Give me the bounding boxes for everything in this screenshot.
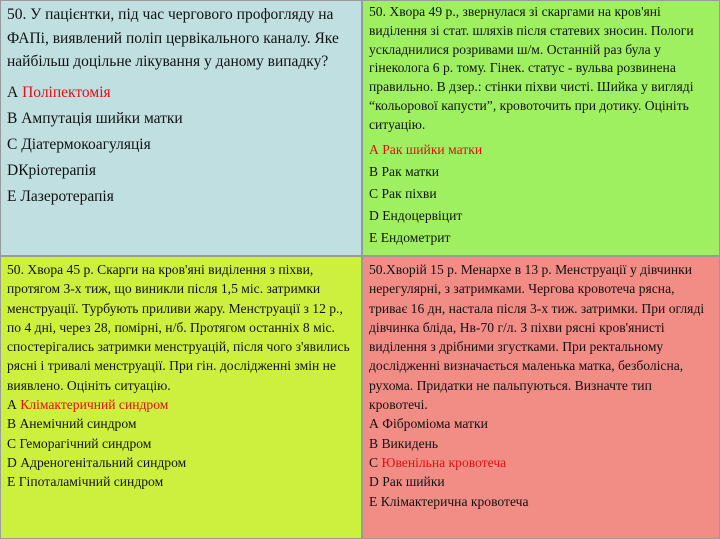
question-card-3: [0, 256, 362, 539]
answer-option-a: А Рак шийки матки: [369, 141, 483, 157]
answer-option-b: В Рак матки: [369, 163, 440, 179]
answer-option-e: Е Гіпоталамічний синдром: [7, 474, 164, 490]
answer-option-e: Е Лазеротерапія: [7, 187, 114, 205]
answer-option-b: В Анемічний синдром: [7, 416, 137, 432]
answer-option-a: А Поліпектомія: [7, 83, 111, 101]
answer-option-d: D Адреногенітальний синдром: [7, 454, 187, 470]
question-text: 50. Хвора 49 р., звернулася зі скаргами на кров'яні виділення зі стат. шляхів після статевих зносин. Пологи ускладнилися розривами ш/м. Останній раз була у гінеколога 6 р. тому. Гінек. статус - вульва розвинена правильно. В дзер.: стінки піхви чисті. Шийка у вигляді “кольорової капусти”, кровоточить при дотику. Оцініть ситуацію.: [369, 4, 694, 132]
answer-option-e: Е Клімактерична кровотеча: [369, 493, 529, 509]
answer-option-e: Е Ендометрит: [369, 229, 451, 245]
answer-option-d: D Ендоцервіцит: [369, 207, 463, 223]
answer-option-c: С Ювенільна кровотеча: [369, 454, 507, 470]
question-card-1: [0, 0, 362, 256]
answer-option-c: С Геморагічний синдром: [7, 435, 152, 451]
answer-option-a: А Клімактеричний синдром: [7, 397, 169, 413]
question-text: 50.Хворій 15 р. Менархе в 13 р. Менструації у дівчинки нерегулярні, з затримками. Чергова кровотеча рясна, триває 16 дн, настала після 3-х тиж. затримки. При огляді дівчинка бліда, Нв-70 г/л. З піхви рясні кров'янисті виділення з дрібними згустками. При ректальному дослідженні визначається маленька матка, безболісна, рухома. Придатки не пальпуються. Визначте тип кровотечі.: [369, 262, 705, 413]
question-card-2: [362, 0, 720, 256]
answer-option-a: А Фіброміома матки: [369, 416, 488, 432]
answer-option-d: DКріотерапія: [7, 161, 96, 179]
question-card-4: [362, 256, 720, 539]
answer-option-d: D Рак шийки: [369, 474, 445, 490]
answer-option-b: В Ампутація шийки матки: [7, 109, 183, 127]
answer-option-b: В Викидень: [369, 435, 439, 451]
answer-option-c: С Рак піхви: [369, 185, 437, 201]
answer-option-c: С Діатермокоагуляція: [7, 135, 151, 153]
question-text: 50. Хвора 45 р. Скарги на кров'яні виділення з піхви, протягом 3-х тиж, що виникли після 1,5 міс. затримки менструації. Турбують приливи жару. Менструації з 12 р., по 4 дні, через 28, помірні, н/б. Протягом останніх 8 міс. спостерігались затримки менструацій, після чого з'явились рясні і тривалі менструації. При гін. дослідженні змін не виявлено. Оцініть ситуацію.: [7, 262, 350, 393]
question-text: 50. У пацієнтки, під час чергового профогляду на ФАПі, виявлений поліп цервікального каналу. Яке найбільш доцільне лікування у даному випадку?: [7, 6, 339, 70]
